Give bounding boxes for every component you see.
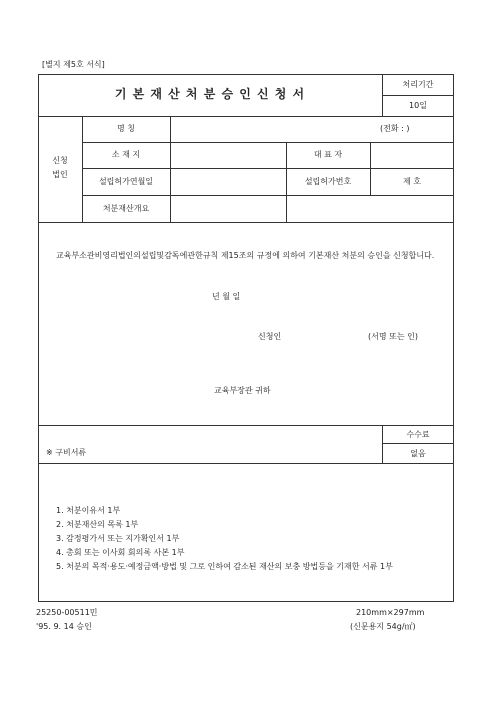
name-label: 명 칭	[117, 124, 135, 133]
form-code: 25250-00511민	[36, 608, 98, 617]
page-title: 기 본 재 산 처 분 승 인 신 청 서	[114, 87, 306, 101]
processing-period-value: 10일	[409, 101, 427, 110]
paper-size: 210mm×297mm	[356, 608, 425, 617]
phone-label: (전화 : )	[380, 124, 410, 133]
paper-spec: (신문용지 54g/㎡)	[350, 622, 416, 631]
date-line: 년 월 일	[212, 292, 241, 301]
application-statement: 교육부소관비영리법인의설립및감독에관한규칙 제15조의 규정에 의하여 기본재산 처분의 승인을 신청합니다.	[56, 251, 435, 260]
establishment-date-label: 설립허가연월일	[98, 177, 154, 186]
disposal-overview-label: 처분재산개요	[102, 204, 150, 213]
establishment-number-label: 설립허가번호	[304, 177, 352, 186]
document-item: 4. 총회 또는 이사회 회의록 사본 1부	[56, 548, 185, 557]
addressee: 교육부장관 귀하	[214, 386, 271, 395]
fee-value: 없음	[410, 449, 426, 458]
sign-note: (서명 또는 인)	[368, 332, 418, 341]
document-item: 3. 감정평가서 또는 지가확인서 1부	[56, 534, 180, 543]
applicant-label-2: 법인	[52, 170, 68, 179]
applicant-sign-label: 신청인	[258, 332, 282, 341]
document-item: 1. 처분이유서 1부	[56, 506, 121, 515]
document-item: 5. 처분의 목적·용도·예정금액·방법 및 그로 인하여 감소된 재산의 보충 방법등을 기재한 서류 1부	[56, 562, 393, 571]
applicant-label-1: 신청	[52, 156, 68, 165]
establishment-number-value: 제 호	[403, 177, 421, 186]
representative-label: 대 표 자	[313, 150, 343, 159]
form-number: [별지 제5호 서식]	[42, 60, 105, 69]
required-documents-label: ※ 구비서류	[46, 448, 87, 457]
address-label: 소 재 지	[111, 150, 141, 159]
processing-period-label: 처리기간	[402, 80, 434, 89]
fee-label: 수수료	[406, 430, 430, 439]
document-item: 2. 처분재산의 목록 1부	[56, 520, 139, 529]
approval-date: '95. 9. 14 승인	[36, 622, 92, 631]
